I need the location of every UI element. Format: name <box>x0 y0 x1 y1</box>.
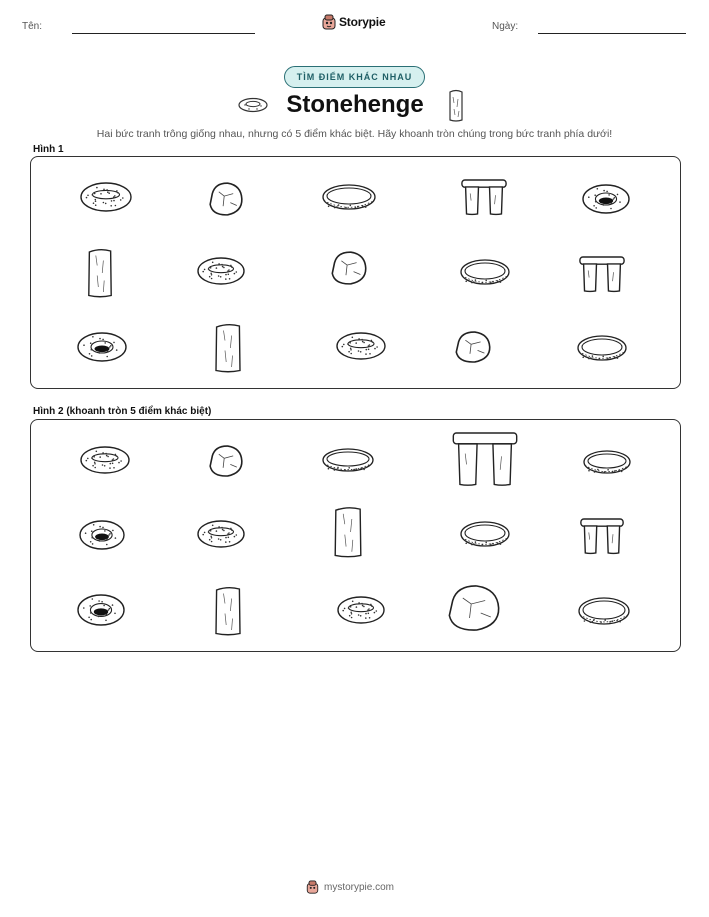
speckled-ring-icon[interactable] <box>336 332 386 360</box>
brand-name: Storypie <box>339 15 386 29</box>
stone-circle-icon[interactable] <box>582 448 632 476</box>
trilithon-icon[interactable] <box>580 518 624 554</box>
holed-ring-icon[interactable] <box>79 520 125 550</box>
storypie-mascot-icon <box>306 880 319 894</box>
boulder-icon[interactable] <box>330 250 368 286</box>
instructions: Hai bức tranh trông giống nhau, nhưng có 5 điểm khác biệt. Hãy khoanh tròn chúng trong bức tranh phía dưới! <box>96 128 613 140</box>
stone-circle-icon[interactable] <box>459 519 511 549</box>
title-stone-icon <box>447 89 465 123</box>
footer-site: mystorypie.com <box>324 881 395 893</box>
stone-circle-icon[interactable] <box>321 182 377 212</box>
trilithon-icon[interactable] <box>452 432 518 486</box>
name-label: Tên: <box>22 21 43 32</box>
boulder-icon[interactable] <box>446 583 502 633</box>
boulder-icon[interactable] <box>208 444 244 478</box>
standing-stone-icon[interactable] <box>213 586 243 636</box>
stone-circle-icon[interactable] <box>577 595 631 627</box>
holed-ring-icon[interactable] <box>77 332 127 362</box>
speckled-ring-icon[interactable] <box>80 182 132 212</box>
page-title: Stonehenge <box>286 91 424 118</box>
speckled-ring-icon[interactable] <box>197 520 245 548</box>
stone-circle-icon[interactable] <box>459 257 511 287</box>
speckled-ring-icon[interactable] <box>337 596 385 624</box>
storypie-mascot-icon <box>322 14 336 30</box>
footer <box>306 880 394 894</box>
stone-circle-icon[interactable] <box>576 333 628 363</box>
holed-ring-icon[interactable] <box>582 184 630 214</box>
stone-circle-icon[interactable] <box>321 446 375 474</box>
standing-stone-icon[interactable] <box>86 248 114 298</box>
trilithon-icon[interactable] <box>579 256 625 292</box>
boulder-icon[interactable] <box>454 330 492 364</box>
holed-ring-icon[interactable] <box>77 594 125 626</box>
picture1-label: Hình 1 <box>33 144 64 155</box>
date-line[interactable] <box>538 33 686 34</box>
speckled-ring-icon[interactable] <box>197 257 245 285</box>
date-label: Ngày: <box>492 21 519 32</box>
trilithon-icon[interactable] <box>461 179 507 215</box>
brand-logo <box>322 14 385 30</box>
picture2-label: Hình 2 (khoanh tròn 5 điểm khác biệt) <box>33 406 212 417</box>
standing-stone-icon[interactable] <box>213 323 243 373</box>
speckled-ring-icon[interactable] <box>80 446 130 474</box>
worksheet-type-badge: TÌM ĐIỂM KHÁC NHAU <box>284 66 425 88</box>
boulder-icon[interactable] <box>208 181 244 217</box>
standing-stone-icon[interactable] <box>332 506 364 558</box>
name-line[interactable] <box>72 33 255 34</box>
